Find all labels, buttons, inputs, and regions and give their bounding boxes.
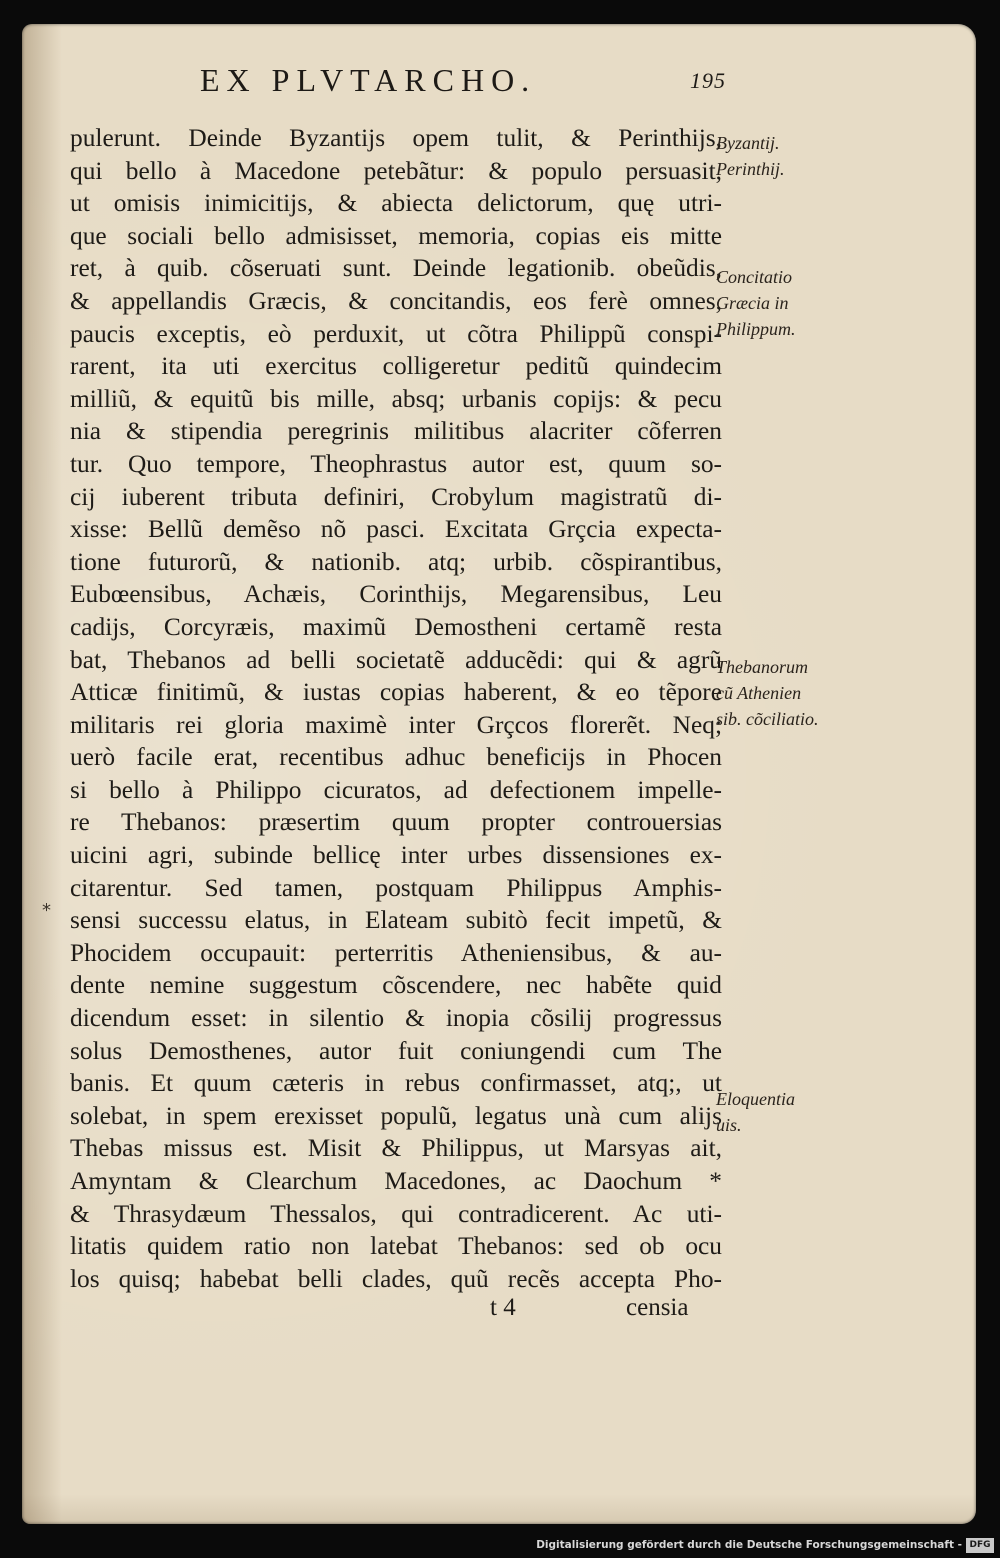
margin-note-line: Concitatio xyxy=(716,267,792,287)
text-line: litatis quidem ratio non latebat Thebanos: sed ob ocu xyxy=(70,1232,722,1261)
text-line: re Thebanos: præsertim quum propter controuersias xyxy=(70,808,722,837)
text-line: qui bello à Macedone petebãtur: & populo persuasit, xyxy=(70,156,722,185)
funding-credit: Digitalisierung gefördert durch die Deutsche Forschungsgemeinschaft - xyxy=(536,1539,962,1551)
page-number: 195 xyxy=(690,68,726,93)
main-text-column xyxy=(70,122,722,1295)
text-line: uerò facile erat, recentibus adhuc beneficijs in Phocen xyxy=(70,743,722,772)
text-line: & appellandis Græcis, & concitandis, eos ferè omnes, xyxy=(70,286,722,315)
text-line: uicini agri, subinde bellicę inter urbes dissensiones ex- xyxy=(70,841,722,870)
footer-bar xyxy=(0,1536,1000,1558)
margin-note-byzantij xyxy=(716,130,866,182)
margin-note-line: sib. cõciliatio. xyxy=(716,709,819,729)
margin-note-thebanorum xyxy=(716,654,866,732)
text-line: que sociali bello admisisset, memoria, copias eis mitte xyxy=(70,221,722,250)
running-title: EX PLVTARCHO. xyxy=(200,62,537,98)
text-line: los quisq; habebat belli clades, quũ recẽs accepta Pho- xyxy=(70,1264,722,1293)
text-line: ret, à quib. cõseruati sunt. Deinde legationib. obeũdis, xyxy=(70,254,722,283)
catchline xyxy=(470,1294,710,1330)
text-line: bat, Thebanos ad belli societatẽ adducẽdi: qui & agrũ xyxy=(70,645,722,674)
text-line: dente nemine suggestum cõscendere, nec habẽte quid xyxy=(70,971,722,1000)
text-line: pulerunt. Deinde Byzantijs opem tulit, & Perinthijs, xyxy=(70,124,722,152)
text-line: sensi successu elatus, in Elateam subitò fecit impetũ, & xyxy=(70,906,722,935)
text-line: citarentur. Sed tamen, postquam Philippus Amphis- xyxy=(70,873,722,902)
margin-note-eloquentia xyxy=(716,1086,866,1138)
margin-asterisk: * xyxy=(42,900,51,921)
margin-note-line: Eloquentia xyxy=(716,1089,795,1109)
text-line: si bello à Philippo cicuratos, ad defectionem impelle- xyxy=(70,775,722,804)
dfg-logo-icon: DFG xyxy=(966,1538,994,1553)
text-line: cij iuberent tributa definiri, Crobylum magistratũ di- xyxy=(70,482,722,511)
text-line: ut omisis inimicitijs, & abiecta delictorum, quę utri- xyxy=(70,189,722,218)
margin-note-line: Thebanorum xyxy=(716,657,809,677)
margin-note-line: Græcia in xyxy=(716,293,789,313)
text-line: Thebas missus est. Misit & Philippus, ut Marsyas ait, xyxy=(70,1134,722,1163)
text-line: militaris rei gloria maximè inter Grçcos florerẽt. Neq; xyxy=(70,710,722,739)
text-line: & Thrasydæum Thessalos, qui contradicerent. Ac uti- xyxy=(70,1199,722,1228)
text-line: solebat, in spem erexisset populũ, legatus unà cum alijs xyxy=(70,1101,722,1130)
text-line: Phocidem occupauit: perterritis Atheniensibus, & au- xyxy=(70,938,722,967)
text-line: nia & stipendia peregrinis militibus alacriter cõferren xyxy=(70,417,722,446)
text-line: rarent, ita uti exercitus colligeretur peditũ quindecim xyxy=(70,352,722,381)
text-line: xisse: Bellũ demẽso nõ pasci. Excitata Grçcia expecta- xyxy=(70,515,722,544)
margin-note-line: Philippum. xyxy=(716,319,796,339)
text-line: Atticæ finitimũ, & iustas copias haberent, & eo tẽpore xyxy=(70,678,722,707)
text-line: banis. Et quum cæteris in rebus confirmasset, atq;, ut xyxy=(70,1069,722,1098)
margin-note-line: Byzantij. xyxy=(716,133,780,153)
page-header xyxy=(200,62,760,106)
text-line: Amyntam & Clearchum Macedones, ac Daochum * xyxy=(70,1167,722,1195)
text-line: solus Demosthenes, autor fuit coniungendi cum The xyxy=(70,1036,722,1065)
text-line: cadijs, Corcyræis, maximũ Demostheni certamẽ resta xyxy=(70,612,722,641)
text-line: Eubœensibus, Achæis, Corinthijs, Megarensibus, Leu xyxy=(70,580,722,609)
text-line: paucis exceptis, eò perduxit, ut cõtra Philippũ conspi- xyxy=(70,319,722,348)
text-line: dicendum esset: in silentio & inopia cõsilij progressus xyxy=(70,1004,722,1033)
text-line: tione futurorũ, & nationib. atq; urbib. cõspirantibus, xyxy=(70,547,722,576)
text-line: tur. Quo tempore, Theophrastus autor est, quum so- xyxy=(70,449,722,478)
text-line: milliũ, & equitũ bis mille, absq; urbanis copijs: & pecu xyxy=(70,384,722,413)
margin-note-line: cũ Athenien xyxy=(716,683,802,703)
catchword: censia xyxy=(626,1294,689,1321)
margin-note-line: uis. xyxy=(716,1115,742,1135)
margin-note-line: Perinthij. xyxy=(716,159,785,179)
signature-mark: t 4 xyxy=(490,1294,516,1321)
margin-note-concitatio xyxy=(716,264,866,342)
